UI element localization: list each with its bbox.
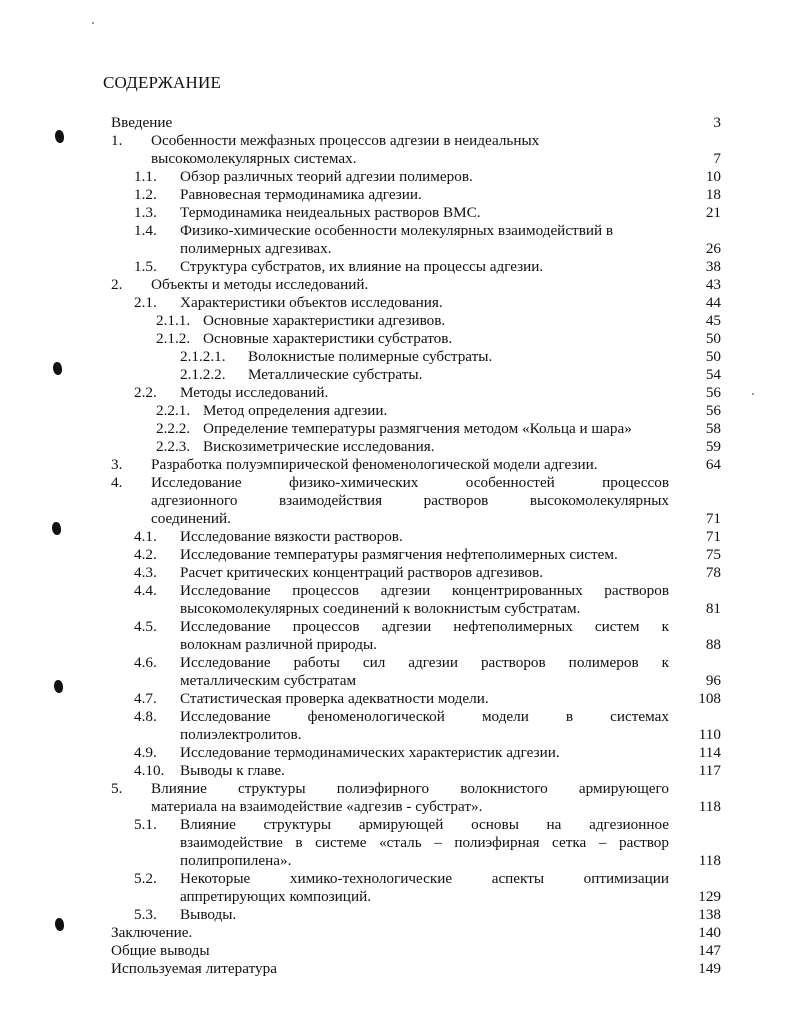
toc-entry-number: 2.2.2.	[156, 420, 191, 437]
toc-entry-title: Общие выводы	[111, 942, 210, 959]
toc-entry	[0, 366, 799, 384]
toc-entry-page: 43	[705, 276, 721, 293]
toc-entry-title: Основные характеристики адгезивов.	[203, 312, 446, 329]
toc-entry-number: 2.	[111, 276, 123, 293]
toc-entry-page: 118	[698, 798, 721, 815]
toc-entry-title: Выводы.	[180, 906, 237, 923]
scan-mark	[53, 362, 62, 375]
toc-entry	[0, 186, 799, 204]
toc-entry-page: 44	[705, 294, 721, 311]
toc-entry-title: высокомолекулярных системах.	[151, 150, 357, 167]
toc-entry	[0, 384, 799, 402]
toc-entry	[0, 798, 799, 816]
scan-speck	[92, 22, 94, 24]
toc-entry-title: Исследование работы сил адгезии растворов полимеров к	[180, 654, 669, 671]
toc-entry	[0, 474, 799, 492]
toc-entry-number: 4.1.	[134, 528, 157, 545]
toc-entry	[0, 420, 799, 438]
toc-entry-number: 2.2.	[134, 384, 157, 401]
toc-entry-title: адгезионного взаимодействия растворов высокомолекулярных	[151, 492, 669, 509]
toc-entry	[0, 114, 799, 132]
toc-entry-number: 4.5.	[134, 618, 157, 635]
toc-entry	[0, 708, 799, 726]
toc-entry-number: 4.10.	[134, 762, 165, 779]
toc-entry-title: Волокнистые полимерные субстраты.	[248, 348, 493, 365]
toc-entry-title: Характеристики объектов исследования.	[180, 294, 443, 311]
toc-entry-page: 26	[705, 240, 721, 257]
toc-entry-page: 96	[705, 672, 721, 689]
toc-entry-page: 38	[705, 258, 721, 275]
toc-entry-number: 2.2.3.	[156, 438, 191, 455]
toc-entry-page: 56	[705, 402, 721, 419]
toc-entry-number: 1.5.	[134, 258, 157, 275]
toc-entry-title: полиэлектролитов.	[180, 726, 302, 743]
toc-entry	[0, 330, 799, 348]
toc-entry-number: 2.1.	[134, 294, 157, 311]
toc-entry-title: Исследование физико-химических особенностей процессов	[151, 474, 669, 491]
toc-entry-title: Объекты и методы исследований.	[151, 276, 369, 293]
toc-entry-title: Разработка полуэмпирической феноменологической модели адгезии.	[151, 456, 598, 473]
toc-entry-page: 88	[705, 636, 721, 653]
toc-entry-title: Определение температуры размягчения методом «Кольца и шара»	[203, 420, 632, 437]
toc-entry-title: Выводы к главе.	[180, 762, 285, 779]
toc-entry-page: 71	[705, 528, 721, 545]
toc-entry	[0, 240, 799, 258]
toc-entry	[0, 618, 799, 636]
scan-mark	[55, 130, 64, 143]
toc-entry	[0, 780, 799, 798]
toc-entry	[0, 852, 799, 870]
toc-entry-number: 2.2.1.	[156, 402, 191, 419]
toc-entry-page: 108	[698, 690, 721, 707]
toc-entry-title: металлическим субстратам	[180, 672, 357, 689]
toc-entry-title: Метод определения адгезии.	[203, 402, 388, 419]
toc-entry-title: высокомолекулярных соединений к волокнистым субстратам.	[180, 600, 581, 617]
toc-entry	[0, 762, 799, 780]
toc-entry-number: 4.2.	[134, 546, 157, 563]
toc-entry	[0, 222, 799, 240]
toc-entry-page: 50	[705, 348, 721, 365]
toc-entry-number: 3.	[111, 456, 123, 473]
toc-entry-number: 5.1.	[134, 816, 157, 833]
toc-entry-page: 149	[698, 960, 721, 977]
toc-entry-title: Равновесная термодинамика адгезии.	[180, 186, 422, 203]
toc-entry	[0, 348, 799, 366]
toc-entry-page: 54	[705, 366, 721, 383]
toc-entry	[0, 150, 799, 168]
toc-entry-page: 117	[698, 762, 721, 779]
toc-entry	[0, 312, 799, 330]
toc-entry	[0, 510, 799, 528]
toc-entry	[0, 672, 799, 690]
toc-entry	[0, 690, 799, 708]
toc-entry	[0, 294, 799, 312]
toc-entry	[0, 816, 799, 834]
toc-entry-number: 1.3.	[134, 204, 157, 221]
toc-entry-number: 4.7.	[134, 690, 157, 707]
toc-entry-title: Заключение.	[111, 924, 193, 941]
toc-entry-page: 45	[705, 312, 721, 329]
toc-entry-title: соединений.	[151, 510, 231, 527]
toc-entry	[0, 546, 799, 564]
toc-entry	[0, 654, 799, 672]
toc-entry-page: 81	[705, 600, 721, 617]
page-title: СОДЕРЖАНИЕ	[103, 73, 222, 92]
toc-entry-number: 4.9.	[134, 744, 157, 761]
toc-entry-title: Металлические субстраты.	[248, 366, 423, 383]
toc-entry	[0, 906, 799, 924]
toc-entry-title: Некоторые химико-технологические аспекты оптимизации	[180, 870, 669, 887]
toc-entry	[0, 168, 799, 186]
toc-entry-title: Используемая литература	[111, 960, 277, 977]
toc-entry-page: 138	[698, 906, 721, 923]
toc-entry-title: Особенности межфазных процессов адгезии в неидеальных	[151, 132, 540, 149]
toc-entry-page: 64	[705, 456, 721, 473]
toc-entry	[0, 456, 799, 474]
toc-entry-number: 4.3.	[134, 564, 157, 581]
toc-entry-title: Методы исследований.	[180, 384, 329, 401]
toc-entry	[0, 528, 799, 546]
toc-entry-title: Статистическая проверка адекватности модели.	[180, 690, 489, 707]
toc-entry-page: 71	[705, 510, 721, 527]
toc-entry-number: 2.1.2.1.	[180, 348, 226, 365]
toc-entry	[0, 870, 799, 888]
toc-entry-page: 147	[698, 942, 721, 959]
toc-entry-title: полимерных адгезивах.	[180, 240, 332, 257]
toc-entry-number: 5.2.	[134, 870, 157, 887]
toc-entry	[0, 564, 799, 582]
toc-entry-title: взаимодействие в системе «сталь – полиэфирная сетка – раствор	[180, 834, 669, 851]
toc-entry	[0, 636, 799, 654]
toc-entry-title: материала на взаимодействие «адгезив - субстрат».	[151, 798, 483, 815]
toc-entry-page: 114	[698, 744, 721, 761]
scan-mark	[54, 680, 63, 693]
toc-entry-title: аппретирующих композиций.	[180, 888, 371, 905]
scan-mark	[55, 918, 64, 931]
toc-entry-page: 129	[698, 888, 721, 905]
toc-entry-number: 4.8.	[134, 708, 157, 725]
toc-entry-number: 2.1.1.	[156, 312, 191, 329]
toc-entry	[0, 492, 799, 510]
toc-entry-number: 4.6.	[134, 654, 157, 671]
toc-entry	[0, 960, 799, 978]
toc-entry-page: 56	[705, 384, 721, 401]
toc-entry	[0, 834, 799, 852]
toc-entry	[0, 744, 799, 762]
toc-entry-title: волокнам различной природы.	[180, 636, 377, 653]
toc-entry-page: 18	[705, 186, 721, 203]
toc-entry	[0, 258, 799, 276]
toc-entry-number: 4.	[111, 474, 123, 491]
toc-entry-page: 110	[698, 726, 721, 743]
toc-entry-page: 7	[713, 150, 721, 167]
toc-entry-number: 2.1.2.	[156, 330, 191, 347]
toc-entry-number: 5.	[111, 780, 123, 797]
toc-entry-number: 1.1.	[134, 168, 157, 185]
toc-entry-title: Влияние структуры полиэфирного волокнистого армирующего	[151, 780, 669, 797]
toc-entry-number: 4.4.	[134, 582, 157, 599]
toc-entry	[0, 276, 799, 294]
toc-entry	[0, 132, 799, 150]
toc-entry-page: 58	[705, 420, 721, 437]
toc-entry-title: Исследование вязкости растворов.	[180, 528, 403, 545]
toc-entry-title: Обзор различных теорий адгезии полимеров.	[180, 168, 473, 185]
toc-entry-number: 1.4.	[134, 222, 157, 239]
toc-entry-title: Влияние структуры армирующей основы на адгезионное	[180, 816, 669, 833]
toc-entry-number: 2.1.2.2.	[180, 366, 226, 383]
toc-entry-page: 59	[705, 438, 721, 455]
scan-mark	[52, 522, 61, 535]
toc-entry	[0, 582, 799, 600]
toc-entry-title: Исследование процессов адгезии концентрированных растворов	[180, 582, 669, 599]
toc-entry	[0, 204, 799, 222]
toc-entry-page: 75	[705, 546, 721, 563]
toc-entry-number: 5.3.	[134, 906, 157, 923]
toc-entry-number: 1.2.	[134, 186, 157, 203]
toc-entry-title: Исследование феноменологической модели в системах	[180, 708, 669, 725]
toc-entry-title: Термодинамика неидеальных растворов ВМС.	[180, 204, 481, 221]
toc-entry	[0, 600, 799, 618]
toc-entry-page: 118	[698, 852, 721, 869]
toc-entry-page: 140	[698, 924, 721, 941]
toc-entry	[0, 942, 799, 960]
toc-entry	[0, 726, 799, 744]
toc-entry-title: Исследование температуры размягчения нефтеполимерных систем.	[180, 546, 618, 563]
toc-entry-page: 10	[705, 168, 721, 185]
toc-entry-title: Основные характеристики субстратов.	[203, 330, 453, 347]
toc-entry-number: 1.	[111, 132, 123, 149]
toc-entry	[0, 438, 799, 456]
toc-entry-title: Вискозиметрические исследования.	[203, 438, 435, 455]
toc-entry	[0, 402, 799, 420]
toc-entry-title: Исследование процессов адгезии нефтеполимерных систем к	[180, 618, 669, 635]
toc-entry-page: 3	[713, 114, 721, 131]
toc-entry-title: полипропилена».	[180, 852, 292, 869]
toc-entry	[0, 924, 799, 942]
toc-entry-page: 78	[705, 564, 721, 581]
toc-entry-title: Физико-химические особенности молекулярных взаимодействий в	[180, 222, 614, 239]
toc-entry-title: Расчет критических концентраций растворов адгезивов.	[180, 564, 544, 581]
toc-entry-title: Исследование термодинамических характеристик адгезии.	[180, 744, 560, 761]
scan-speck	[752, 393, 754, 395]
toc-entry-page: 50	[705, 330, 721, 347]
toc-entry-page: 21	[705, 204, 721, 221]
toc-entry-title: Введение	[111, 114, 173, 131]
toc-entry	[0, 888, 799, 906]
toc-entry-title: Структура субстратов, их влияние на процессы адгезии.	[180, 258, 544, 275]
